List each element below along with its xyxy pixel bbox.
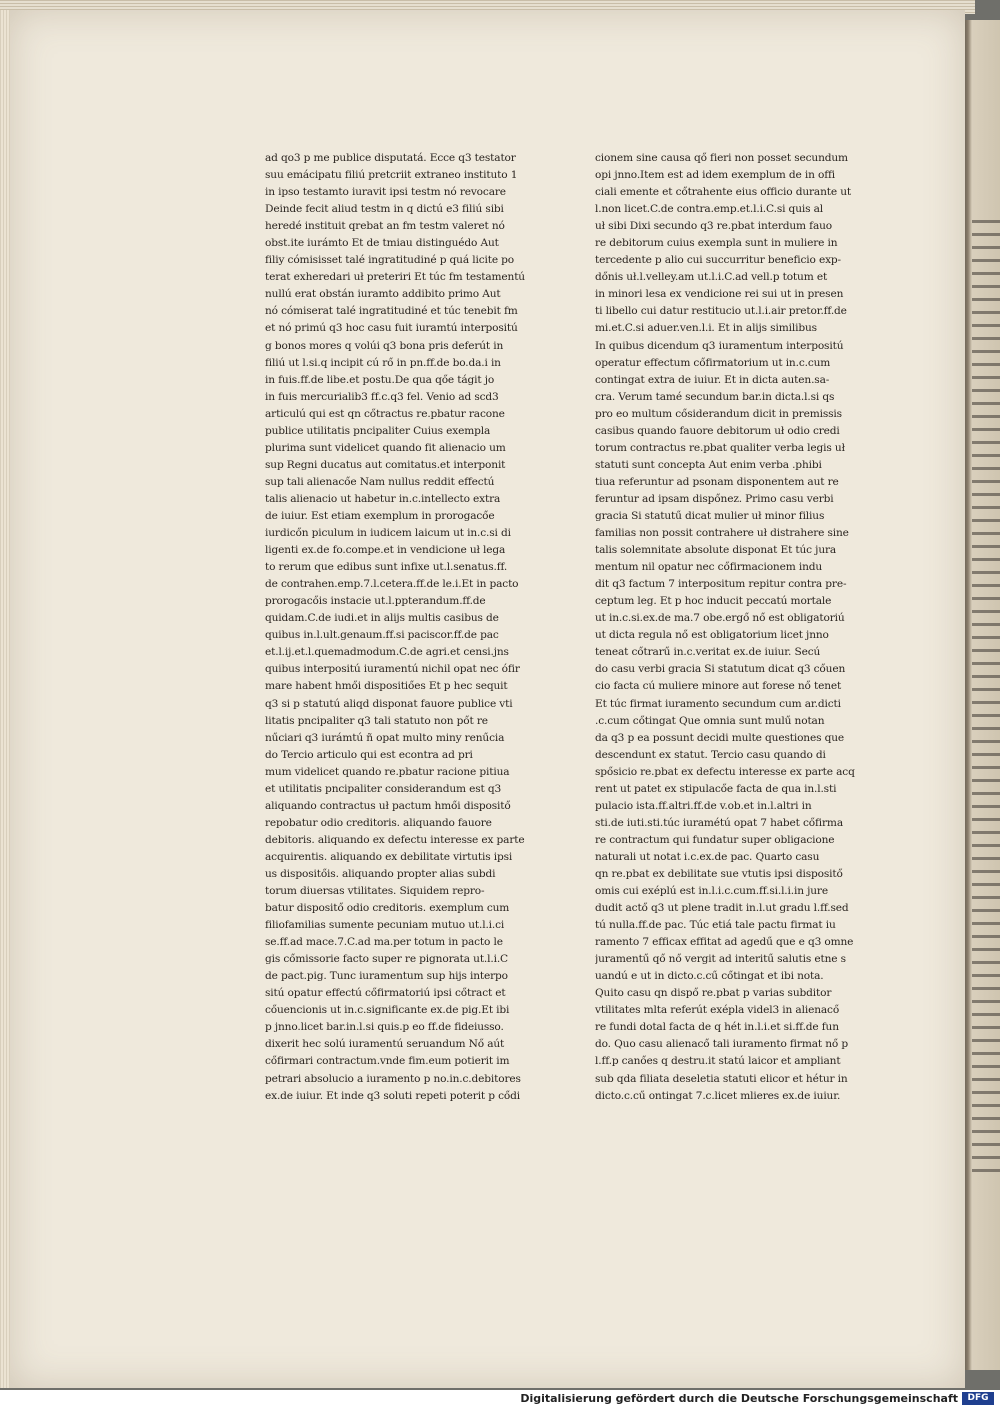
- funding-credit: Digitalisierung gefördert durch die Deutsche Forschungsgemeinschaft: [520, 1392, 958, 1405]
- text-line: ti libello cui datur restitucio ut.l.i.air pretor.ff.de: [595, 305, 847, 318]
- text-line: tú nulla.ff.de pac. Túc etiá tale pactu firmat iu: [595, 919, 836, 932]
- text-line: sitú opatur effectú cőfirmatoriú ipsi cőtract et: [265, 987, 506, 1000]
- text-line: us dispositőis. aliquando propter alias subdi: [265, 867, 496, 880]
- text-line: torum contractus re.pbat qualiter verba legis uł: [595, 441, 845, 454]
- text-line: naturali ut notat i.c.ex.de pac. Quarto casu: [595, 850, 820, 863]
- left-text-column: [265, 150, 545, 1105]
- text-line: mum videlicet quando re.pbatur racione pitiua: [265, 765, 510, 778]
- text-line: articulú qui est qn cőtractus re.pbatur racone: [265, 407, 505, 420]
- text-line: batur dispositő odio creditoris. exemplum cum: [265, 902, 510, 915]
- text-line: dudit actő q3 ut plene tradit in.l.ut gradu l.ff.sed: [595, 902, 849, 915]
- text-line: in fuis.ff.de libe.et postu.De qua qőe tágit jo: [265, 373, 495, 386]
- text-line: de pact.pig. Tunc iuramentum sup hijs interpo: [265, 970, 508, 983]
- text-line: da q3 p ea possunt decidi multe questiones que: [595, 731, 845, 744]
- text-line: ut in.c.si.ex.de ma.7 obe.ergő nő est obligatoriú: [595, 612, 845, 625]
- text-line: casibus quando fauore debitorum uł odio credi: [595, 424, 840, 437]
- text-line: petrari absolucio a iuramento p no.in.c.debitores: [265, 1072, 521, 1085]
- text-line: dixerit hec solú iuramentú seruandum Nő aút: [265, 1038, 505, 1051]
- text-line: g bonos mores q volúi q3 bona pris deferút in: [265, 339, 504, 352]
- text-line: se.ff.ad mace.7.C.ad ma.per totum in pacto le: [265, 936, 503, 949]
- text-line: to rerum que edibus sunt infixe ut.l.senatus.ff.: [265, 561, 508, 574]
- text-line: teneat cőtrarű in.c.veritat ex.de iuiur. Secú: [595, 646, 821, 659]
- text-line: contingat extra de iuiur. Et in dicta auten.sa-: [595, 373, 830, 386]
- text-line: et utilitatis pncipaliter considerandum est q3: [265, 782, 502, 795]
- text-line: l.ff.p canőes q destru.it statú laicor et ampliant: [595, 1055, 841, 1068]
- text-line: et.l.ij.et.l.quemadmodum.C.de agri.et censi.jns: [265, 646, 509, 659]
- text-line: prorogacőis instacie ut.l.ppterandum.ff.de: [265, 595, 486, 608]
- text-line: ramento 7 efficax effitat ad agedű que e q3 omne: [595, 936, 854, 949]
- text-line: Deinde fecit aliud testm in q dictú e3 filiú sibi: [265, 203, 504, 216]
- text-line: iurdicőn piculum in iudicem laicum ut in.c.si di: [265, 527, 511, 540]
- text-line: quibus interpositú iuramentú nichil opat nec ófir: [265, 663, 520, 676]
- text-line: do. Quo casu alienacő tali iuramento firmat nő p: [595, 1038, 848, 1051]
- text-line: operatur effectum cőfirmatorium ut in.c.cum: [595, 356, 831, 369]
- text-line: pro eo multum cősiderandum dicit in premissis: [595, 407, 842, 420]
- text-line: ex.de iuiur. Et inde q3 soluti repeti poterit p cődi: [265, 1089, 520, 1102]
- text-line: quibus in.l.ult.genaum.ff.si paciscor.ff.de pac: [265, 629, 499, 642]
- text-line: do Tercio articulo qui est econtra ad pri: [265, 748, 473, 761]
- text-line: et nó primú q3 hoc casu fuit iuramtú interpositú: [265, 322, 518, 335]
- text-line: litatis pncipaliter q3 tali statuto non pőt re: [265, 714, 488, 727]
- text-line: in fuis mercurialib3 ff.c.q3 fel. Venio ad scd3: [265, 390, 499, 403]
- text-line: statuti sunt concepta Aut enim verba .phibi: [595, 458, 822, 471]
- text-line: re debitorum cuius exempla sunt in muliere in: [595, 237, 838, 250]
- text-line: sup tali alienacőe Nam nullus reddit effectú: [265, 475, 495, 488]
- text-line: nullú erat obstán iuramto addibito primo Aut: [265, 288, 501, 301]
- text-line: uł sibi Dixi secundo q3 re.pbat interdum fauo: [595, 220, 833, 233]
- text-line: juramentű qő nő vergit ad interitű salutis etne s: [595, 953, 846, 966]
- text-line: sup Regni ducatus aut comitatus.et interponit: [265, 458, 506, 471]
- text-line: obst.ite iurámto Et de tmiau distinguédo Aut: [265, 237, 499, 250]
- text-line: re fundi dotal facta de q hét in.l.i.et si.ff.de fun: [595, 1021, 839, 1034]
- text-line: mi.et.C.si aduer.ven.l.i. Et in alijs similibus: [595, 322, 817, 335]
- text-line: plurima sunt videlicet quando fit alienacio um: [265, 441, 506, 454]
- footer-bar: [0, 1390, 1000, 1408]
- text-line: p jnno.licet bar.in.l.si quis.p eo ff.de fideiusso.: [265, 1021, 504, 1034]
- text-line: heredé instituit qrebat an fm testm valeret nó: [265, 220, 505, 233]
- text-line: repobatur odio creditoris. aliquando fauore: [265, 816, 492, 829]
- text-line: omis cui exéplú est in.l.i.c.cum.ff.si.l.i.in jure: [595, 885, 828, 898]
- text-line: cőfirmari contractum.vnde fim.eum potierit im: [265, 1055, 510, 1068]
- text-line: qn re.pbat ex debilitate sue vtutis ipsi dispositő: [595, 867, 843, 880]
- text-line: filiy cómisisset talé ingratitudiné p quá licite po: [265, 254, 515, 267]
- text-line: do casu verbi gracia Si statutum dicat q3 cőuen: [595, 663, 846, 676]
- text-line: In quibus dicendum q3 iuramentum interpositú: [595, 339, 844, 352]
- right-text-column: [595, 150, 870, 1105]
- text-line: l.non licet.C.de contra.emp.et.l.i.C.si quis al: [595, 203, 824, 216]
- text-line: talis solemnitate absolute disponat Et túc jura: [595, 544, 837, 557]
- text-line: ciali emente et cőtrahente eius officio durante ut: [595, 186, 851, 199]
- text-line: Et túc firmat iuramento secundum cum ar.dicti: [595, 697, 841, 710]
- text-line: in minori lesa ex vendicione rei sui ut in presen: [595, 288, 844, 301]
- text-line: Quito casu qn dispő re.pbat p varias subditor: [595, 987, 832, 1000]
- text-line: familias non possit contrahere uł distrahere sine: [595, 527, 849, 540]
- text-line: re contractum qui fundatur super obligacione: [595, 833, 835, 846]
- text-line: mare habent hmői dispositiőes Et p hec sequit: [265, 680, 508, 693]
- text-line: mentum nil opatur nec cőfirmacionem indu: [595, 561, 823, 574]
- text-line: de contrahen.emp.7.l.cetera.ff.de le.i.Et in pacto: [265, 578, 519, 591]
- text-line: torum diuersas vtilitates. Siquidem repro-: [265, 885, 485, 898]
- adjacent-page-text: [972, 220, 1000, 1180]
- text-line: gis cőmissorie facto super re pignorata ut.l.i.C: [265, 953, 509, 966]
- dfg-logo: DFG: [962, 1392, 994, 1405]
- text-line: q3 si p statutú aliqd disponat fauore publice vti: [265, 697, 513, 710]
- text-line: pulacio ista.ff.altri.ff.de v.ob.et in.l.altri in: [595, 799, 812, 812]
- text-line: suu emácipatu filiú pretcriit extraneo instituto 1: [265, 169, 518, 182]
- text-line: in ipso testamto iuravit ipsi testm nó revocare: [265, 186, 506, 199]
- text-line: gracia Si statutű dicat mulier uł minor filius: [595, 509, 825, 522]
- text-line: sti.de iuti.sti.túc iuramétú opat 7 habet cőfirma: [595, 816, 843, 829]
- text-line: publice utilitatis pncipaliter Cuius exempla: [265, 424, 491, 437]
- text-line: spősicio re.pbat ex defectu interesse ex parte acq: [595, 765, 855, 778]
- text-line: nó cómiserat talé ingratitudiné et túc tenebit fm: [265, 305, 518, 318]
- text-line: dicto.c.cű ontingat 7.c.licet mlieres ex.de iuiur.: [595, 1089, 841, 1102]
- text-line: sub qda filiata deseletia statuti elicor et hétur in: [595, 1072, 848, 1085]
- text-line: tiua referuntur ad psonam disponentem aut re: [595, 475, 839, 488]
- text-line: dit q3 factum 7 interpositum repitur contra pre-: [595, 578, 847, 591]
- text-line: ligenti ex.de fo.compe.et in vendicione uł lega: [265, 544, 506, 557]
- text-line: opi jnno.Item est ad idem exemplum de in offi: [595, 169, 835, 182]
- text-line: .c.cum cőtingat Que omnia sunt mulű notan: [595, 714, 825, 727]
- text-line: filiofamilias sumente pecuniam mutuo ut.l.i.ci: [265, 919, 505, 932]
- text-line: cio facta cú muliere minore aut forese nő tenet: [595, 680, 842, 693]
- text-line: filiú ut l.si.q incipit cú rő in pn.ff.de bo.da.i in: [265, 356, 501, 369]
- text-line: uandú e ut in dicto.c.cű cőtingat et ibi nota.: [595, 970, 824, 983]
- text-line: cionem sine causa qő fieri non posset secundum: [595, 152, 848, 164]
- text-line: debitoris. aliquando ex defectu interesse ex parte: [265, 833, 525, 846]
- text-line: ceptum leg. Et p hoc inducit peccatú mortale: [595, 595, 832, 608]
- text-line: tercedente p alio cui succurritur beneficio exp-: [595, 254, 841, 267]
- text-line: de iuiur. Est etiam exemplum in prorogacőe: [265, 509, 495, 522]
- text-line: terat exheredari uł preteriri Et túc fm testamentú: [265, 271, 525, 284]
- text-line: acquirentis. aliquando ex debilitate virtutis ipsi: [265, 850, 513, 863]
- text-line: rent ut patet ex stipulacőe facta de qua in.l.sti: [595, 782, 837, 795]
- text-line: cra. Verum tamé secundum bar.in dicta.l.si qs: [595, 390, 835, 403]
- text-line: ad qo3 p me publice disputatá. Ecce q3 testator: [265, 152, 516, 164]
- text-line: aliquando contractus uł pactum hmői dispositő: [265, 799, 511, 812]
- text-line: ut dicta regula nő est obligatorium licet jnno: [595, 629, 829, 642]
- text-line: cőuencionis ut in.c.significante ex.de pig.Et ibi: [265, 1004, 510, 1017]
- text-line: feruntur ad ipsam dispőnez. Primo casu verbi: [595, 492, 834, 505]
- text-line: dőnis uł.l.velley.am ut.l.i.C.ad vell.p totum et: [595, 271, 828, 284]
- text-line: talis alienacio ut habetur in.c.intellecto extra: [265, 492, 501, 505]
- text-line: quidam.C.de iudi.et in alijs multis casibus de: [265, 612, 499, 625]
- text-line: nűciari q3 iurámtú ñ opat multo miny renűcia: [265, 731, 505, 744]
- text-line: descendunt ex statut. Tercio casu quando di: [595, 748, 826, 761]
- text-line: vtilitates mlta referút exépla videl3 in alienacő: [595, 1004, 840, 1017]
